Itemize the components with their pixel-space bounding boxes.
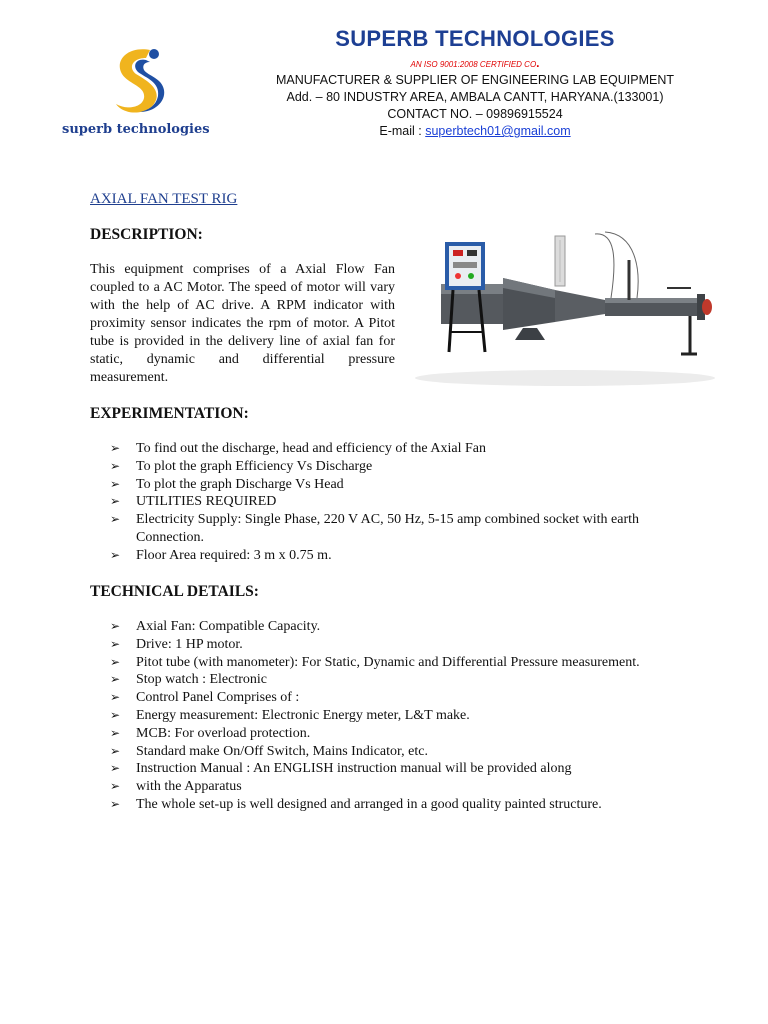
list-item <box>110 796 710 814</box>
list-item <box>110 671 710 689</box>
list-item-text: Electricity Supply: Single Phase, 220 V AC, 50 Hz, 5-15 amp combined socket with earth Connection. <box>136 512 640 545</box>
list-item-text: Drive: 1 HP motor. <box>136 636 243 652</box>
arrow-bullet-icon: ➢ <box>110 796 121 811</box>
list-item-text: with the Apparatus <box>136 779 242 795</box>
company-logo <box>62 46 222 146</box>
list-item <box>110 476 710 494</box>
description-text: This equipment comprises of a Axial Flow Fan coupled to a AC Motor. The speed of motor will vary with the help of AC drive. A RPM indicator with proximity sensor indicates the rpm of motor. A Pitot tube is provided in the delivery line of axial fan for static, dynamic and differential pressure measurement. <box>90 262 395 385</box>
list-item-text: Floor Area required: 3 m x 0.75 m. <box>136 547 332 563</box>
list-item-text: Standard make On/Off Switch, Mains Indicator, etc. <box>136 743 428 759</box>
list-item-text: Instruction Manual : An ENGLISH instruction manual will be provided along <box>136 761 572 777</box>
arrow-bullet-icon: ➢ <box>110 672 121 687</box>
letterhead <box>250 22 700 140</box>
list-item-text: To plot the graph Discharge Vs Head <box>136 476 344 492</box>
company-tagline: MANUFACTURER & SUPPLIER OF ENGINEERING LAB EQUIPMENT <box>276 73 674 87</box>
arrow-bullet-icon: ➢ <box>110 441 121 455</box>
logo-mark-icon <box>106 46 168 118</box>
arrow-bullet-icon: ➢ <box>110 619 121 633</box>
list-item <box>110 725 710 743</box>
arrow-bullet-icon: ➢ <box>110 690 121 705</box>
arrow-bullet-icon: ➢ <box>110 476 121 491</box>
product-title: AXIAL FAN TEST RIG <box>90 191 238 207</box>
technical-heading: TECHNICAL DETAILS: <box>90 583 259 600</box>
list-item <box>110 760 710 778</box>
arrow-bullet-icon: ➢ <box>110 494 121 509</box>
description-heading: DESCRIPTION: <box>90 226 203 243</box>
list-item-text: To find out the discharge, head and efficiency of the Axial Fan <box>136 441 486 456</box>
list-item <box>110 636 710 654</box>
experimentation-heading: EXPERIMENTATION: <box>90 405 249 422</box>
arrow-bullet-icon: ➢ <box>110 743 121 758</box>
list-item <box>110 493 710 511</box>
list-item <box>110 707 710 725</box>
contact-number: CONTACT NO. – 09896915524 <box>387 107 563 121</box>
company-name: SUPERB TECHNOLOGIES <box>335 26 615 51</box>
email-label: E-mail : <box>379 124 426 138</box>
technical-list <box>110 618 710 814</box>
list-item <box>110 511 710 547</box>
certification-text: AN ISO 9001:2008 CERTIFIED CO <box>410 60 537 69</box>
list-item-text: Stop watch : Electronic <box>136 672 268 688</box>
list-item <box>110 547 710 565</box>
arrow-bullet-icon: ➢ <box>110 547 121 562</box>
list-item-text: Energy measurement: Electronic Energy meter, L&T make. <box>136 707 470 723</box>
experimentation-list <box>110 440 710 565</box>
email-link[interactable]: superbtech01@gmail.com <box>425 124 571 138</box>
list-item-text: Pitot tube (with manometer): For Static, Dynamic and Differential Pressure measurement. <box>136 654 640 670</box>
arrow-bullet-icon: ➢ <box>110 512 121 527</box>
list-item <box>110 778 710 796</box>
axial-fan-rig-photo <box>405 228 715 390</box>
arrow-bullet-icon: ➢ <box>110 458 121 473</box>
arrow-bullet-icon: ➢ <box>110 654 121 669</box>
iso-certification <box>250 56 700 72</box>
company-address: Add. – 80 INDUSTRY AREA, AMBALA CANTT, HARYANA.(133001) <box>286 90 664 104</box>
arrow-bullet-icon: ➢ <box>110 725 121 740</box>
list-item-text: UTILITIES REQUIRED <box>136 494 277 510</box>
list-item-text: Axial Fan: Compatible Capacity. <box>136 619 321 634</box>
arrow-bullet-icon: ➢ <box>110 707 121 722</box>
list-item-text: To plot the graph Efficiency Vs Discharge <box>136 458 373 474</box>
list-item-text: Control Panel Comprises of : <box>136 690 300 706</box>
email-line <box>250 123 700 140</box>
list-item <box>110 743 710 761</box>
arrow-bullet-icon: ➢ <box>110 636 121 651</box>
certification-dot: . <box>536 56 540 70</box>
arrow-bullet-icon: ➢ <box>110 761 121 776</box>
arrow-bullet-icon: ➢ <box>110 779 121 794</box>
list-item <box>110 458 710 476</box>
list-item <box>110 689 710 707</box>
list-item <box>110 618 710 636</box>
list-item <box>110 440 710 458</box>
logo-wordmark: superb technologies <box>62 122 210 137</box>
list-item <box>110 654 710 672</box>
list-item-text: The whole set-up is well designed and arranged in a good quality painted structure. <box>136 796 602 812</box>
list-item-text: MCB: For overload protection. <box>136 725 311 741</box>
